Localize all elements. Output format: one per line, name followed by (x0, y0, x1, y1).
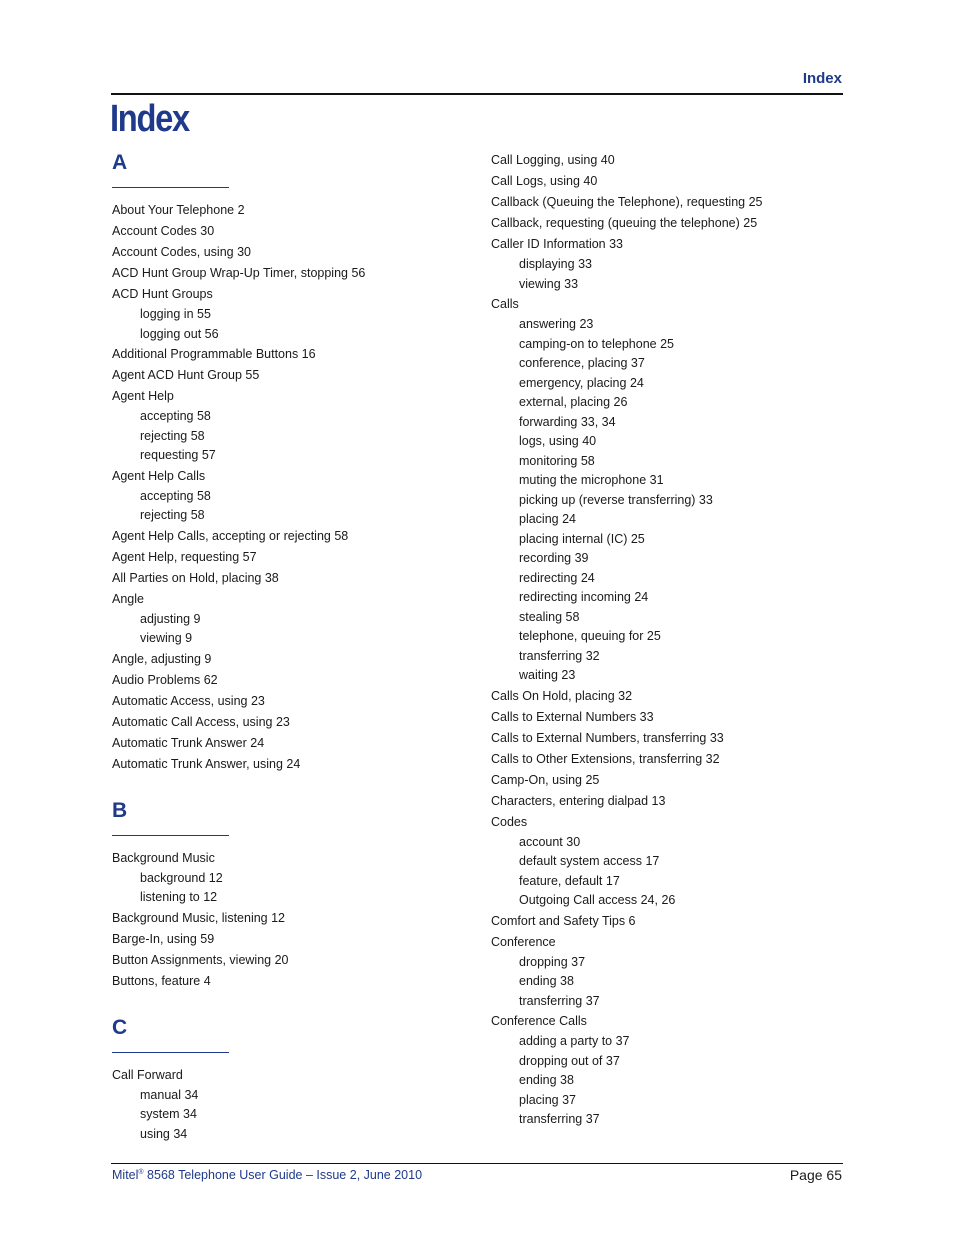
section-letter: C (112, 1015, 128, 1039)
index-subentry: system 34 (140, 1107, 197, 1121)
index-subentry: placing 37 (519, 1092, 576, 1107)
index-subentry: requesting 57 (140, 448, 216, 462)
index-subentry: picking up (reverse transferring) 33 (519, 492, 713, 507)
index-entry: Callback (Queuing the Telephone), requesting 25 (491, 195, 763, 209)
index-entry: Agent Help Calls (112, 468, 206, 483)
index-subentry: viewing 33 (519, 276, 579, 291)
index-entry: Calls to External Numbers, transferring 33 (491, 730, 724, 745)
index-entry: Angle (112, 591, 144, 606)
index-subentry: dropping 37 (519, 954, 586, 969)
index-subentry: redirecting 24 (519, 570, 595, 585)
index-subentry: conference, placing 37 (519, 356, 645, 370)
index-entry: ACD Hunt Group Wrap-Up Timer, stopping 56 (112, 266, 366, 280)
index-entry: Camp-On, using 25 (491, 772, 600, 787)
index-subentry: background 12 (140, 870, 223, 885)
index-subentry: manual 34 (140, 1087, 199, 1102)
section-letter: A (112, 151, 128, 174)
footer-brand: Mitel (112, 1168, 139, 1182)
entry-list (112, 1065, 452, 1145)
index-entry: Automatic Trunk Answer, using 24 (112, 756, 301, 771)
section-letter: B (112, 798, 128, 822)
index-subentry: default system access 17 (519, 854, 660, 868)
section-rule (112, 1052, 229, 1053)
index-subentry: accepting 58 (140, 409, 211, 423)
index-entry: Calls to External Numbers 33 (491, 709, 654, 724)
footer-doc: 8568 Telephone User Guide – Issue 2, June 2010 (143, 1168, 423, 1182)
index-entry: Agent ACD Hunt Group 55 (112, 368, 260, 382)
index-subentry: Outgoing Call access 24, 26 (519, 893, 676, 907)
index-subentry: adjusting 9 (140, 611, 201, 626)
index-subentry: adding a party to 37 (519, 1034, 630, 1048)
index-subentry: muting the microphone 31 (519, 473, 664, 487)
index-subentry: displaying 33 (519, 257, 592, 271)
footer-rule (111, 1163, 843, 1164)
index-entry: Calls to Other Extensions, transferring 32 (491, 751, 720, 766)
index-entry: Conference (491, 934, 556, 949)
index-subentry: feature, default 17 (519, 873, 620, 888)
index-entry: Call Logs, using 40 (491, 174, 598, 188)
index-subentry: external, placing 26 (519, 395, 628, 409)
index-entry: Account Codes, using 30 (112, 245, 251, 259)
index-column-left (112, 150, 452, 1167)
index-entry: Additional Programmable Buttons 16 (112, 347, 316, 361)
index-entry: About Your Telephone 2 (112, 203, 245, 217)
index-subentry: rejecting 58 (140, 508, 205, 522)
index-subentry: recording 39 (519, 551, 589, 565)
index-entry: Codes (491, 814, 528, 829)
index-subentry: account 30 (519, 834, 581, 849)
index-subentry: ending 38 (519, 974, 574, 988)
index-entry: Buttons, feature 4 (112, 973, 211, 988)
index-entry: Comfort and Safety Tips 6 (491, 913, 636, 928)
index-subentry: rejecting 58 (140, 428, 205, 443)
index-section (112, 1015, 452, 1145)
running-header: Index (802, 70, 842, 87)
index-entry: Automatic Trunk Answer 24 (112, 735, 265, 750)
index-subentry: monitoring 58 (519, 453, 595, 468)
index-subentry: ending 38 (519, 1073, 574, 1087)
index-column-right (491, 150, 831, 1130)
index-entry: Agent Help (112, 389, 174, 403)
index-entry: Angle, adjusting 9 (112, 651, 212, 666)
index-subentry: emergency, placing 24 (519, 375, 644, 390)
index-subentry: camping-on to telephone 25 (519, 336, 674, 351)
page-title: Index (110, 98, 189, 140)
index-subentry: listening to 12 (140, 890, 218, 904)
index-subentry: telephone, queuing for 25 (519, 629, 661, 643)
index-subentry: logging in 55 (140, 307, 211, 321)
entry-list (112, 200, 452, 775)
index-entry: Account Codes 30 (112, 224, 215, 238)
index-subentry: waiting 23 (519, 668, 576, 682)
index-subentry: forwarding 33, 34 (519, 414, 616, 429)
index-entry: Calls (491, 297, 519, 311)
index-subentry: placing 24 (519, 512, 576, 526)
footer-doc-title (112, 1168, 422, 1182)
index-subentry: transferring 37 (519, 993, 600, 1008)
index-subentry: logging out 56 (140, 326, 219, 341)
index-entry: Background Music (112, 850, 215, 865)
index-subentry: redirecting incoming 24 (519, 590, 649, 604)
index-entry: Background Music, listening 12 (112, 910, 286, 925)
registered-mark: ® (138, 1168, 144, 1176)
index-subentry: stealing 58 (519, 609, 580, 624)
index-subentry: using 34 (140, 1126, 188, 1141)
index-entry: Agent Help, requesting 57 (112, 549, 257, 564)
index-entry: ACD Hunt Groups (112, 287, 213, 301)
index-entry: Automatic Access, using 23 (112, 693, 265, 708)
section-rule (112, 835, 229, 836)
index-entry: Button Assignments, viewing 20 (112, 952, 289, 967)
index-entry: All Parties on Hold, placing 38 (112, 570, 279, 585)
index-subentry: dropping out of 37 (519, 1053, 620, 1068)
index-subentry: logs, using 40 (519, 434, 597, 448)
index-subentry: transferring 37 (519, 1112, 600, 1126)
index-entry: Agent Help Calls, accepting or rejecting 58 (112, 528, 349, 543)
entry-list (112, 848, 452, 992)
index-subentry: transferring 32 (519, 648, 600, 663)
index-entry: Calls On Hold, placing 32 (491, 688, 633, 703)
index-entry: Conference Calls (491, 1014, 587, 1028)
index-entry: Call Forward (112, 1067, 183, 1082)
entry-list (491, 150, 831, 1130)
index-subentry: answering 23 (519, 317, 594, 331)
index-section (112, 798, 452, 992)
index-entry: Callback, requesting (queuing the telephone) 25 (491, 216, 758, 230)
index-entry: Barge-In, using 59 (112, 931, 215, 946)
page-number: Page 65 (789, 1167, 842, 1183)
index-entry: Characters, entering dialpad 13 (491, 793, 666, 808)
header-rule (111, 93, 843, 95)
section-rule (112, 187, 229, 188)
index-entry: Automatic Call Access, using 23 (112, 714, 290, 729)
index-subentry: viewing 9 (140, 631, 193, 645)
index-entry: Caller ID Information 33 (491, 237, 624, 251)
index-entry: Audio Problems 62 (112, 672, 218, 687)
index-subentry: accepting 58 (140, 488, 211, 503)
index-entry: Call Logging, using 40 (491, 153, 615, 167)
index-section (112, 150, 452, 775)
index-subentry: placing internal (IC) 25 (519, 531, 645, 546)
